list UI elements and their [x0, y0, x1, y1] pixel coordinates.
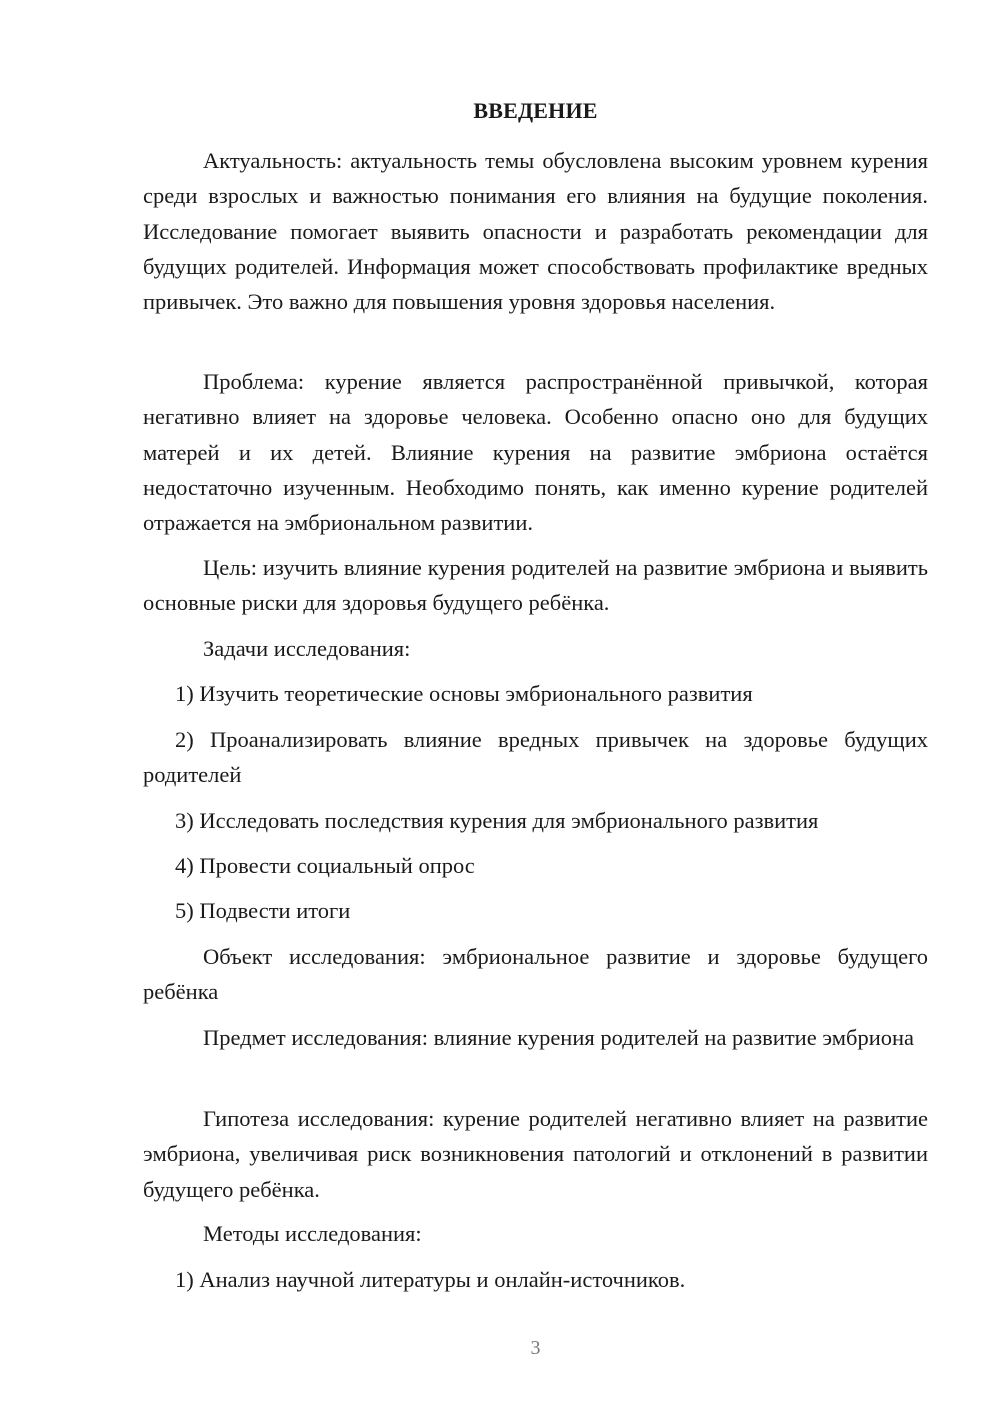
task-item: 5) Подвести итоги [175, 898, 351, 923]
task-item: 1) Изучить теоретические основы эмбрионального развития [175, 681, 753, 706]
method-item: 1) Анализ научной литературы и онлайн-источников. [175, 1267, 686, 1292]
section-title: ВВЕДЕНИЕ [473, 98, 598, 123]
paragraph-goal: Цель: изучить влияние курения родителей на развитие эмбриона и выявить основные риски для здоровья будущего ребёнка. [143, 555, 928, 616]
task-item: 4) Провести социальный опрос [175, 853, 475, 878]
paragraph-problem: Проблема: курение является распространённой привычкой, которая негативно влияет на здоровье человека. Особенно опасно оно для будущих матерей и их детей. Влияние курения на развитие эмбриона остаётся недостаточно изученным. Необходимо понять, как именно курение родителей отражается на эмбриональном развитии. [143, 369, 928, 536]
task-item: 3) Исследовать последствия курения для эмбрионального развития [175, 808, 819, 833]
paragraph-relevance: Актуальность: актуальность темы обусловлена высоким уровнем курения среди взрослых и важностью понимания его влияния на будущие поколения. Исследование помогает выявить опасности и разработать рекомендации для будущих родителей. Информация может способствовать профилактике вредных привычек. Это важно для повышения уровня здоровья населения. [143, 148, 928, 315]
task-item: 2) Проанализировать влияние вредных привычек на здоровье будущих родителей [143, 727, 928, 788]
page-number: 3 [530, 1337, 541, 1359]
paragraph-subject: Предмет исследования: влияние курения родителей на развитие эмбриона [203, 1025, 915, 1050]
methods-heading: Методы исследования: [203, 1221, 422, 1246]
tasks-heading: Задачи исследования: [203, 636, 411, 661]
paragraph-hypothesis: Гипотеза исследования: курение родителей негативно влияет на развитие эмбриона, увеличивая риск возникновения патологий и отклонений в развитии будущего ребёнка. [143, 1106, 928, 1202]
paragraph-object: Объект исследования: эмбриональное развитие и здоровье будущего ребёнка [143, 944, 928, 1005]
document-page [143, 0, 928, 1414]
